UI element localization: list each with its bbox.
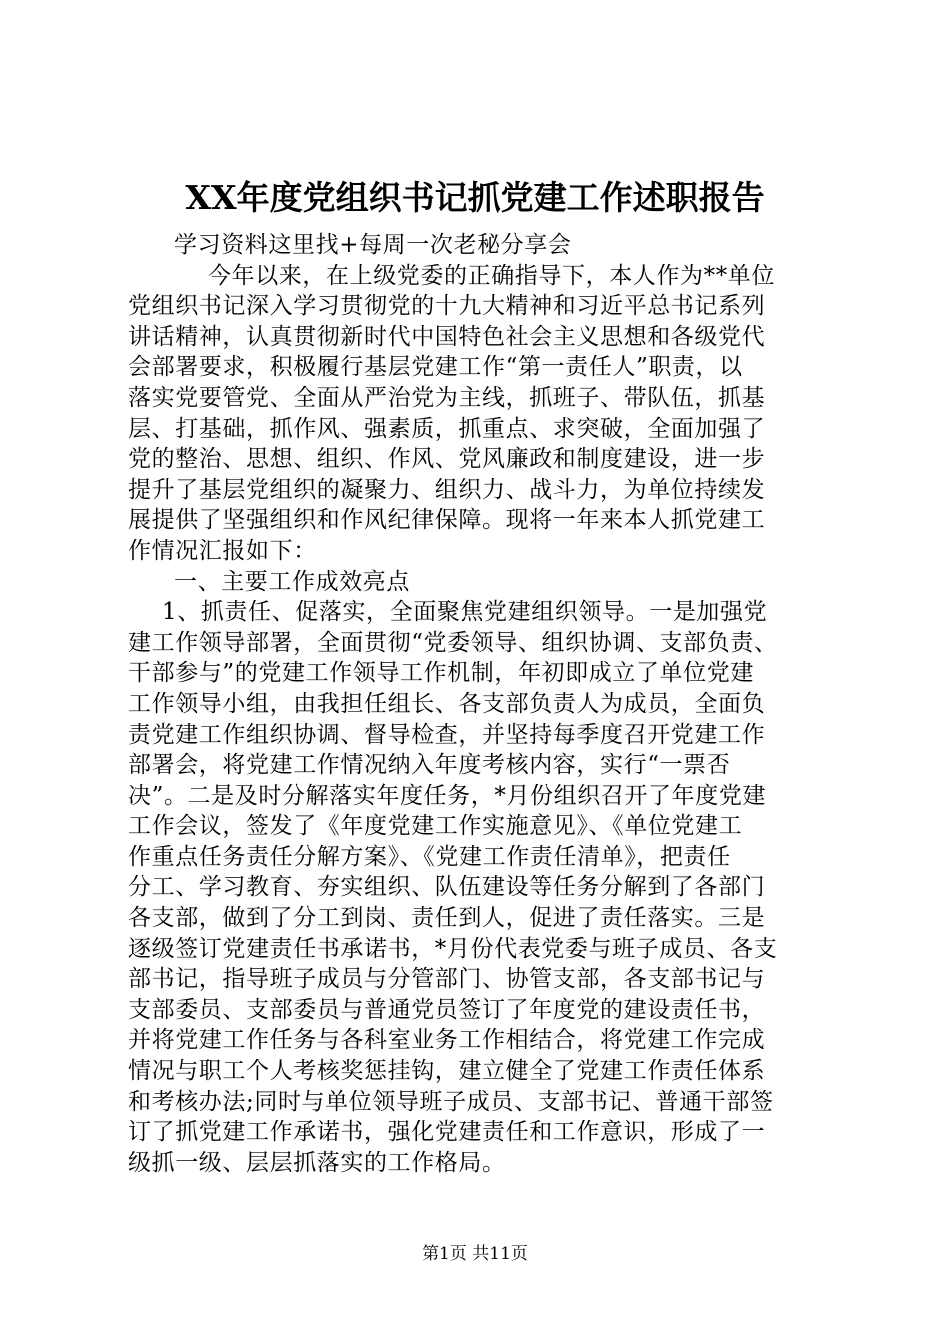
paragraph-line: 会部署要求，积极履行基层党建工作“第一责任人”职责，以 [128, 354, 743, 381]
paragraph-line: 级抓一级、层层抓落实的工作格局。 [128, 1149, 506, 1176]
paragraph-line: 支部委员、支部委员与普通党员签订了年度党的建设责任书， [128, 996, 766, 1023]
paragraph-line: 展提供了坚强组织和作风纪律保障。现将一年来本人抓党建工 [128, 507, 766, 534]
paragraph-line: 党的整治、思想、组织、作风、党风廉政和制度建设，进一步 [128, 446, 766, 473]
paragraph-line: 分工、学习教育、夯实组织、队伍建设等任务分解到了各部门 [128, 874, 766, 901]
paragraph-line: 层、打基础，抓作风、强素质，抓重点、求突破，全面加强了 [128, 415, 766, 442]
document-title: XX年度党组织书记抓党建工作述职报告 [185, 178, 765, 217]
paragraph-line: 责党建工作组织协调、督导检查，并坚持每季度召开党建工作 [128, 721, 766, 748]
paragraph-line: 提升了基层党组织的凝聚力、组织力、战斗力，为单位持续发 [128, 476, 766, 503]
paragraph-line: 部书记，指导班子成员与分管部门、协管支部，各支部书记与 [128, 966, 766, 993]
paragraph-line: 作情况汇报如下： [128, 537, 317, 564]
paragraph-line: 订了抓党建工作承诺书，强化党建责任和工作意识，形成了一 [128, 1119, 766, 1146]
paragraph-line: 各支部，做到了分工到岗、责任到人，促进了责任落实。三是 [128, 905, 766, 932]
paragraph-line: 1、抓责任、促落实，全面聚焦党建组织领导。一是加强党 [162, 599, 768, 626]
section-heading: 一、主要工作成效亮点 [174, 568, 410, 595]
paragraph-line: 今年以来，在上级党委的正确指导下，本人作为**单位 [208, 262, 775, 289]
paragraph-line: 决”。二是及时分解落实年度任务，*月份组织召开了年度党建 [128, 782, 767, 809]
paragraph-line: 党组织书记深入学习贯彻党的十九大精神和习近平总书记系列 [128, 293, 766, 320]
paragraph-line: 和考核办法;同时与单位领导班子成员、支部书记、普通干部签 [128, 1088, 774, 1115]
paragraph-line: 落实党要管党、全面从严治党为主线，抓班子、带队伍，抓基 [128, 384, 766, 411]
paragraph-line: 部署会，将党建工作情况纳入年度考核内容，实行“一票否 [128, 752, 731, 779]
paragraph-line: 干部参与”的党建工作领导工作机制，年初即成立了单位党建 [128, 660, 754, 687]
paragraph-line: 并将党建工作任务与各科室业务工作相结合，将党建工作完成 [128, 1027, 766, 1054]
paragraph-line: 逐级签订党建责任书承诺书，*月份代表党委与班子成员、各支 [128, 935, 778, 962]
paragraph-line: 工作领导小组，由我担任组长、各支部负责人为成员，全面负 [128, 690, 766, 717]
paragraph-line: 情况与职工个人考核奖惩挂钩，建立健全了党建工作责任体系 [128, 1058, 766, 1085]
intro-line: 学习资料这里找+每周一次老秘分享会 [174, 232, 572, 258]
paragraph-line: 作重点任务责任分解方案》、《党建工作责任清单》，把责任 [128, 843, 731, 870]
document-body [128, 230, 828, 1178]
paragraph-line: 工作会议，签发了《年度党建工作实施意见》、《单位党建工 [128, 813, 743, 840]
paragraph-line: 建工作领导部署，全面贯彻“党委领导、组织协调、支部负责、 [128, 629, 778, 656]
paragraph-line: 讲话精神，认真贯彻新时代中国特色社会主义思想和各级党代 [128, 323, 766, 350]
page-number-footer: 第1页 共11页 [422, 1244, 528, 1264]
